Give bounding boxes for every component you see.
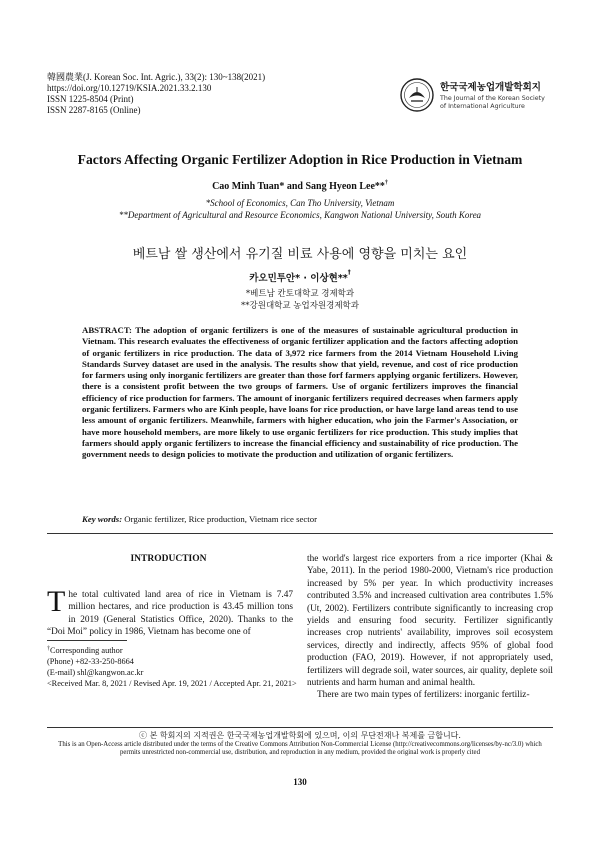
footnote-divider: [47, 640, 127, 641]
intro-paragraph-3: There are two main types of fertilizers: inorganic fertiliz-: [317, 690, 530, 701]
section-heading: INTRODUCTION: [130, 554, 207, 564]
journal-header: [47, 72, 265, 116]
footnote: [47, 645, 297, 689]
society-name-en: [440, 95, 545, 111]
copyright-divider: [47, 727, 553, 728]
intro-left-column: [47, 585, 293, 639]
society-emblem-icon: [400, 78, 434, 112]
license-line-2: permits unrestricted non-commercial use, distribution, and reproduction in any medium, provided the original work is properly cited: [120, 749, 480, 757]
email[interactable]: (E-mail) shl@kangwon.ac.kr: [47, 668, 144, 677]
paper-title: Factors Affecting Organic Fertilizer Adoption in Rice Production in Vietnam: [77, 152, 523, 167]
journal-citation: 韓國農業(J. Korean Soc. Int. Agric.), 33(2): 130~138(2021): [47, 72, 266, 82]
abstract-text: The adoption of organic fertilizers is one of the measures of sustainable agricultural production in Vietnam. This research evaluates the effectiveness of organic fertilizer application and the factors affecting adoption of organic fertilizers in rice production. The data of 3,972 rice farmers from the 2014 Vietnam Household Living Standards Survey dataset are used in the analysis. The results show that yield, revenue, and cost of rice production for farmers using only inorganic fertilizers are greater than those forf farmers applying organic fertilizers. However, there is a consistent profit between the two groups of farmers. Use of organic fertilizers improves the financial efficiency of rice production for farmers. The amount of inorganic fertilizers required decreases when farmers apply organic fertilizers. Farmers who are Kinh people, have loans for rice production, or have large land areas tend to use less amount of organic fertilizers. Meanwhile, farmers with higher education, who join the Farmer's Association, or have more household members, are more likely to use organic fertilizers for rice production. This study implies that farmers should apply organic fertilizers to increase the financial efficiency and sustainability of rice production. The government needs to design policies to motivate the production and utilization of organic fertilizers.: [82, 325, 519, 460]
corresponding-mark-ko: †: [347, 269, 351, 276]
society-name-en-line2: of International Agriculture: [440, 103, 525, 110]
phone: (Phone) +82-33-250-8664: [47, 657, 134, 666]
abstract-label: ABSTRACT:: [82, 325, 132, 335]
society-name-en-line1: The Journal of the Korean Society: [440, 95, 545, 102]
affiliation-2: **Department of Agricultural and Resource Economics, Kangwon National University, South Korea: [118, 210, 482, 220]
abstract: [82, 325, 518, 461]
doi-link[interactable]: https://doi.org/10.12719/KSIA.2021.33.2.130: [47, 83, 212, 93]
corresponding-mark: †: [384, 180, 388, 186]
license-line-1: This is an Open-Access article distributed under the terms of the Creative Commons Attribution Non-Commercial License (http://creativecommons.org/licenses/by-nc/3.0) which: [58, 740, 542, 748]
society-logo: [400, 78, 560, 116]
issn-print: ISSN 1225-8504 (Print): [47, 94, 134, 104]
footnote-mark: †: [47, 646, 50, 652]
intro-right-column: [307, 553, 553, 702]
paper-authors: [0, 181, 600, 192]
keywords-label: Key words:: [82, 514, 123, 524]
keywords: [82, 514, 518, 524]
society-name-ko: 한국국제농업개발학회지: [440, 82, 541, 93]
dates: <Received Mar. 8, 2021 / Revised Apr. 19, 2021 / Accepted Apr. 21, 2021>: [47, 679, 297, 688]
paper-authors-ko: [0, 270, 600, 284]
copyright: [47, 731, 553, 758]
affiliation-ko-1: *베트남 칸토대학교 경제학과: [245, 289, 355, 299]
authors-ko-text: 카오민투안* · 이상현**: [249, 273, 348, 284]
keywords-text: Organic fertilizer, Rice production, Vietnam rice sector: [124, 514, 317, 524]
authors-text: Cao Minh Tuan* and Sang Hyeon Lee**: [212, 181, 385, 192]
divider: [47, 533, 553, 534]
affiliation-ko-2: **강원대학교 농업자원경제학과: [241, 301, 359, 311]
page-number: 130: [293, 777, 307, 787]
issn-online: ISSN 2287-8165 (Online): [47, 105, 141, 115]
paper-title-ko: 베트남 쌀 생산에서 유기질 비료 사용에 영향을 미치는 요인: [132, 247, 468, 262]
copyright-ko: ⓒ 본 학회지의 지적권은 한국국제농업개발학회에 있으며, 이의 무단전재나 복제를 금합니다.: [139, 731, 461, 740]
corresponding-author: [47, 645, 297, 656]
corresponding-label: Corresponding author: [50, 646, 123, 655]
intro-paragraph-2: the world's largest rice exporters from a rice importer (Khai & Yabe, 2011). In the period 1980-2000, Vietnam's rice production increased by 5% per year. In which productivity increases contributed 3.5% and increased cultivation area contributes 1.5% (Ut, 2002). Fertilizers contribute significantly to increasing crop yields and ensuring food security. Fertilizer significantly increases crop nutrients' availability, improves soil ecosystem services, directly and indirectly, affects 95% of global food production (FAO, 2019). However, if not appropriately used, fertilizers will degrade soil, water sources, air quality, deplete soil nutrients and harm human and animal health.: [307, 554, 553, 689]
dropcap: T: [47, 585, 66, 618]
intro-paragraph-1: he total cultivated land area of rice in Vietnam is 7.47 million hectares, and rice production is 43.45 million tons in 2019 (General Statistics Office, 2020). Thanks to the “Doi Moi” policy in 1986, Vietnam has become one of: [47, 590, 293, 638]
affiliation-1: *School of Economics, Can Tho University, Vietnam: [205, 198, 395, 208]
